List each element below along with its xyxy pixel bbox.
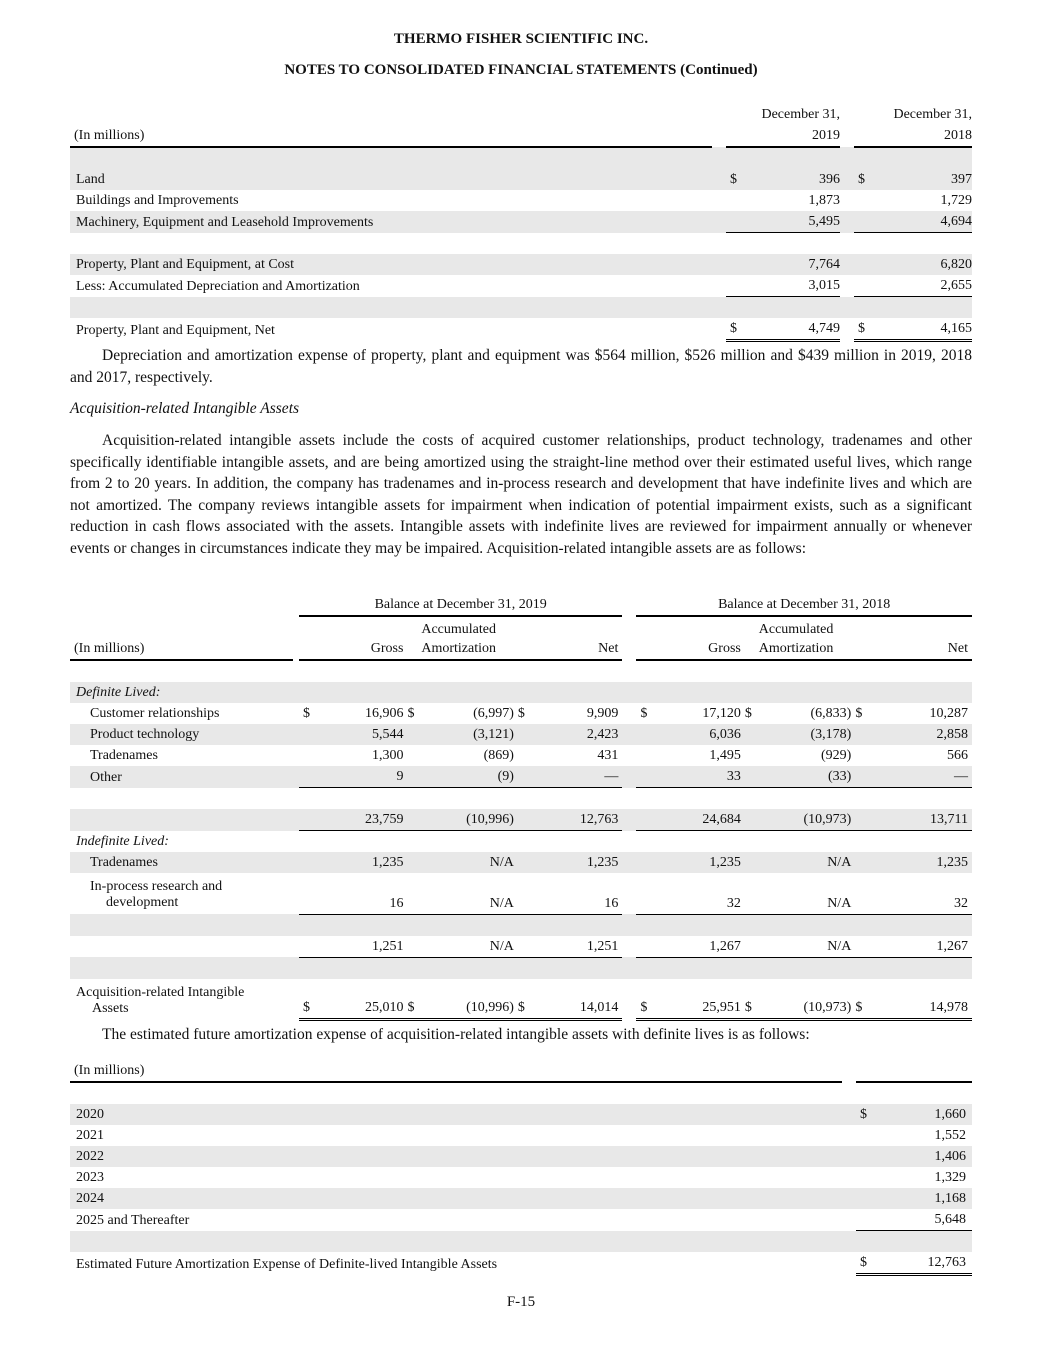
table-row: 2022 1,406: [70, 1146, 972, 1167]
section-label-row: Indefinite Lived:: [76, 834, 169, 849]
col-header-2018-line1: December 31,: [893, 107, 972, 122]
ppe-table: [70, 104, 972, 342]
table-row-total: Estimated Future Amortization Expense of Definite-lived Intangible Assets $ 12,763: [70, 1252, 972, 1275]
section-heading: Acquisition-related Intangible Assets: [70, 400, 300, 417]
section-label-row: Definite Lived:: [70, 682, 972, 703]
table-row: Customer relationships $ 16,906 $ (6,997) $ 9,909 $ 17,120 $ (6,833) $ 10,287: [90, 706, 968, 721]
table-row: Buildings and Improvements 1,873 1,729: [76, 193, 972, 208]
table-row-total: Property, Plant and Equipment, Net $ 4,749 $ 4,165: [70, 318, 972, 341]
intangibles-table: [70, 594, 972, 1021]
table-row: Land $ 396 $ 397: [70, 169, 972, 190]
unit-label: (In millions): [70, 125, 712, 147]
table-row: Machinery, Equipment and Leasehold Improvements 5,495 4,694: [70, 211, 972, 233]
table-row: 2020 $ 1,660: [70, 1104, 972, 1125]
col-header-2019-line2: 2019: [726, 125, 840, 147]
group-header-row: [70, 594, 972, 616]
depreciation-paragraph: Depreciation and amortization expense of property, plant and equipment was $564 million, $526 million and $439 million in 2019, 2018 and 2017, respectively.: [70, 347, 972, 386]
table-row: Less: Accumulated Depreciation and Amortization 3,015 2,655: [70, 275, 972, 297]
page-number: F-15: [506, 1294, 536, 1310]
table-row: Property, Plant and Equipment, at Cost 7,764 6,820: [70, 254, 972, 275]
table-row-subtotal: 23,759 (10,996) 12,763 24,684 (10,973) 13,711: [70, 809, 972, 831]
ppe-header-row-2: [70, 125, 972, 147]
table-row: Tradenames 1,235 N/A 1,235 1,235 N/A 1,235: [70, 852, 972, 873]
company-name: THERMO FISHER SCIENTIFIC INC.: [393, 31, 649, 47]
page-title: NOTES TO CONSOLIDATED FINANCIAL STATEMENTS (Continued): [284, 62, 758, 78]
table-row: In-process research and development 16 N/A 16 32 N/A 32: [70, 873, 972, 914]
table-row: 2025 and Thereafter 5,648: [70, 1209, 972, 1231]
future-amortization-table: [70, 1060, 972, 1276]
ppe-header-row-1: [70, 104, 972, 125]
table-row: Product technology 5,544 (3,121) 2,423 6,036 (3,178) 2,858: [70, 724, 972, 745]
table-row: 2024 1,168: [70, 1188, 972, 1209]
col-header-2019-line1: December 31,: [761, 107, 840, 122]
group-header-2019: Balance at December 31, 2019: [299, 594, 622, 616]
accum-header-row: Accumulated Accumulated: [421, 622, 834, 637]
intangibles-paragraph: Acquisition-related intangible assets include the costs of acquired customer relationships, product technology, tradenames and other specifically identifiable intangible assets, and are being amortized using the straight-line method over their estimated useful lives, which range from 2 to 20 years. In addition, the company has tradenames and in-process research and development that have indefinite lives and which are not amortized. The company reviews intangible assets for impairment when indication of potential impairment exists, such as a significant reduction in cash flows associated with the assets. Intangible assets with indefinite lives are reviewed for impairment annually or whenever events or changes in circumstances indicate they may be impaired. Acquisition-related intangible assets are as follows:: [70, 432, 972, 557]
table-row: Tradenames 1,300 (869) 431 1,495 (929) 566: [90, 748, 968, 763]
unit-label: (In millions): [70, 1060, 842, 1082]
col-header-2018-line2: 2018: [854, 125, 972, 147]
column-header-row: (In millions) Gross Amortization Net Gross Amortization Net: [70, 638, 972, 660]
group-header-2018: Balance at December 31, 2018: [636, 594, 972, 616]
table-row: 2021 1,552: [76, 1128, 966, 1143]
unit-label: (In millions): [70, 638, 293, 660]
table-row-total: Acquisition-related Intangible Assets $ 25,010 $ (10,996) $ 14,014 $ 25,951 $ (10,973) $ 14,978: [70, 979, 972, 1020]
table-row-subtotal: 1,251 N/A 1,251 1,267 N/A 1,267: [70, 936, 972, 958]
future-amortization-paragraph: The estimated future amortization expense of acquisition-related intangible assets with definite lives is as follows:: [102, 1026, 810, 1043]
table-row: 2023 1,329: [76, 1170, 966, 1185]
future-header-row: [70, 1060, 972, 1082]
table-row: Other 9 (9) — 33 (33) —: [70, 766, 972, 788]
